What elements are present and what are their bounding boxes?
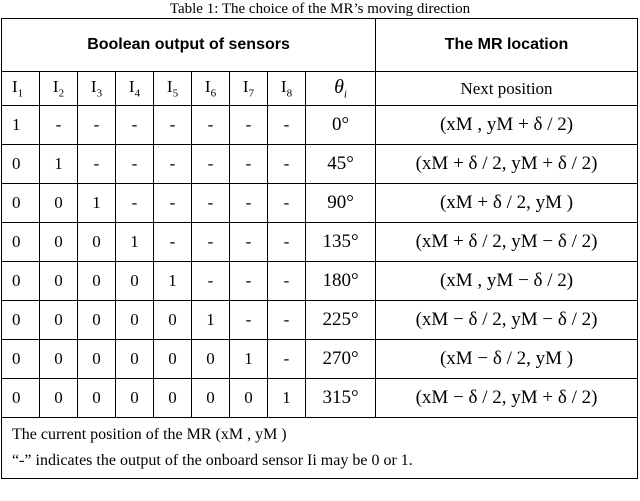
angle-cell: 135° xyxy=(306,223,376,262)
sensor-bit: 0 xyxy=(2,145,40,184)
sensor-bit: 1 xyxy=(78,184,116,223)
angle-cell: 270° xyxy=(306,340,376,379)
sensors-header: Boolean output of sensors xyxy=(2,19,376,72)
sensor-bit: 0 xyxy=(78,223,116,262)
sensor-bit: - xyxy=(154,184,192,223)
sensor-header-8: $I_8$ xyxy=(268,72,306,106)
sensor-bit: 1 xyxy=(116,223,154,262)
next-position-header: Next position xyxy=(376,72,638,106)
sensor-bit: 0 xyxy=(2,262,40,301)
sensor-bit: - xyxy=(230,106,268,145)
sensor-bit: - xyxy=(192,262,230,301)
next-position-cell: (xM + δ / 2, yM − δ / 2) xyxy=(376,223,638,262)
sensor-bit: 1 xyxy=(268,379,306,418)
angle-cell: 315° xyxy=(306,379,376,418)
angle-cell: 45° xyxy=(306,145,376,184)
sensor-header-7: $I_7$ xyxy=(230,72,268,106)
theta-header: $\theta_i$ xyxy=(306,72,376,106)
sensor-bit: - xyxy=(192,184,230,223)
sensor-bit: 0 xyxy=(192,379,230,418)
table-row xyxy=(2,301,638,340)
next-position-cell: (xM + δ / 2, yM ) xyxy=(376,184,638,223)
next-position-cell: (xM − δ / 2, yM ) xyxy=(376,340,638,379)
sensor-bit: 0 xyxy=(2,184,40,223)
table-notes xyxy=(2,418,638,479)
sensor-header-5: $I_5$ xyxy=(154,72,192,106)
angle-cell: 90° xyxy=(306,184,376,223)
sensor-bit: - xyxy=(192,145,230,184)
sensor-bit: 1 xyxy=(192,301,230,340)
sensor-bit: 1 xyxy=(230,340,268,379)
sensor-bit: 0 xyxy=(78,262,116,301)
sensor-bit: 0 xyxy=(40,262,78,301)
sensor-bit: 0 xyxy=(2,340,40,379)
sensor-header-1: $I_1$ xyxy=(2,72,40,106)
sensor-bit: 0 xyxy=(154,379,192,418)
sensor-bit: - xyxy=(230,262,268,301)
direction-table xyxy=(1,18,638,479)
sensor-bit: 0 xyxy=(154,301,192,340)
next-position-cell: (xM − δ / 2, yM + δ / 2) xyxy=(376,379,638,418)
note-dash-meaning: “-” indicates the output of the onboard sensor Ii may be 0 or 1. xyxy=(12,452,413,469)
sensor-bit: 1 xyxy=(40,145,78,184)
sensor-bit: - xyxy=(78,106,116,145)
sensor-bit: - xyxy=(40,106,78,145)
sensor-bit: 0 xyxy=(2,379,40,418)
sensor-bit: - xyxy=(116,145,154,184)
sensor-bit: 0 xyxy=(116,340,154,379)
sensor-bit: - xyxy=(268,340,306,379)
next-position-cell: (xM , yM − δ / 2) xyxy=(376,262,638,301)
location-header: The MR location xyxy=(376,19,638,72)
table-row xyxy=(2,340,638,379)
sensor-bit: 0 xyxy=(78,340,116,379)
sensor-bit: - xyxy=(268,184,306,223)
angle-cell: 0° xyxy=(306,106,376,145)
sensor-bit: 0 xyxy=(40,379,78,418)
sensor-bit: - xyxy=(230,184,268,223)
table-row xyxy=(2,106,638,145)
sensor-bit: 0 xyxy=(2,301,40,340)
next-position-cell: (xM − δ / 2, yM − δ / 2) xyxy=(376,301,638,340)
table-row xyxy=(2,184,638,223)
sensor-bit: - xyxy=(192,106,230,145)
angle-cell: 180° xyxy=(306,262,376,301)
sensor-bit: 0 xyxy=(78,301,116,340)
sensor-bit: 1 xyxy=(2,106,40,145)
sensor-bit: - xyxy=(268,223,306,262)
sensor-bit: - xyxy=(268,262,306,301)
sensor-bit: - xyxy=(154,106,192,145)
sensor-bit: 1 xyxy=(154,262,192,301)
sensor-bit: - xyxy=(78,145,116,184)
angle-cell: 225° xyxy=(306,301,376,340)
sensor-bit: - xyxy=(268,301,306,340)
sensor-bit: 0 xyxy=(116,301,154,340)
table-row xyxy=(2,262,638,301)
sensor-bit: - xyxy=(268,145,306,184)
table-row xyxy=(2,379,638,418)
next-position-cell: (xM , yM + δ / 2) xyxy=(376,106,638,145)
sensor-bit: 0 xyxy=(116,379,154,418)
next-position-cell: (xM + δ / 2, yM + δ / 2) xyxy=(376,145,638,184)
table-row xyxy=(2,145,638,184)
sensor-bit: - xyxy=(268,106,306,145)
sensor-bit: - xyxy=(116,184,154,223)
sensor-bit: 0 xyxy=(154,340,192,379)
table-caption: Table 1: The choice of the MR’s moving direction xyxy=(169,1,471,17)
sensor-bit: - xyxy=(230,223,268,262)
sensor-bit: - xyxy=(116,106,154,145)
note-current-position: The current position of the MR (xM , yM ) xyxy=(12,426,287,443)
sensor-bit: 0 xyxy=(116,262,154,301)
sensor-bit: 0 xyxy=(230,379,268,418)
sensor-header-3: $I_3$ xyxy=(78,72,116,106)
sensor-bit: 0 xyxy=(40,340,78,379)
sensor-bit: - xyxy=(154,223,192,262)
sensor-bit: 0 xyxy=(40,184,78,223)
sensor-header-6: $I_6$ xyxy=(192,72,230,106)
sensor-bit: - xyxy=(230,145,268,184)
sensor-header-4: $I_4$ xyxy=(116,72,154,106)
sensor-bit: - xyxy=(192,223,230,262)
sensor-bit: 0 xyxy=(40,301,78,340)
sensor-bit: - xyxy=(154,145,192,184)
table-row xyxy=(2,223,638,262)
sensor-bit: 0 xyxy=(40,223,78,262)
sensor-bit: 0 xyxy=(78,379,116,418)
sensor-header-2: $I_2$ xyxy=(40,72,78,106)
sensor-bit: 0 xyxy=(192,340,230,379)
sensor-bit: - xyxy=(230,301,268,340)
sensor-bit: 0 xyxy=(2,223,40,262)
